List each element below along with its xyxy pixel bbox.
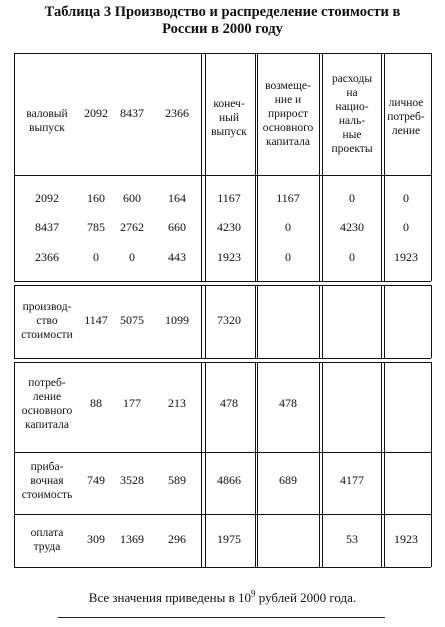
block1-cell: 0 — [403, 220, 409, 234]
production-label-line: стоимости — [21, 329, 73, 341]
header-row-label-line: валовый выпуск — [26, 108, 68, 134]
block1-cell: 443 — [168, 250, 186, 264]
block3-label-line: капитала — [25, 419, 69, 431]
block1-cell: 160 — [87, 191, 105, 205]
block1-cell: 0 — [403, 191, 409, 205]
block3-cell: 296 — [168, 532, 186, 546]
header-national-projects-line: нацио- — [335, 101, 369, 113]
rule-block2-top — [14, 285, 431, 286]
rule-block2-bottom — [14, 358, 431, 359]
block3-cell: 53 — [346, 532, 358, 546]
header-col-1: 2092 — [84, 106, 108, 120]
block3-cell: 177 — [123, 396, 141, 410]
rule-col — [384, 53, 385, 281]
rule-double-b — [205, 53, 206, 281]
title-line-2: России в 2000 году — [162, 21, 283, 37]
rule-row-b — [14, 514, 431, 515]
footnote-suffix: рублей 2000 года. — [255, 590, 357, 605]
header-final-output-line: выпуск — [211, 126, 247, 138]
header-national-projects-line: наль- — [338, 115, 366, 127]
header-personal-consumption-line: личное — [388, 97, 424, 109]
block1-cell: 2092 — [35, 191, 59, 205]
title-line-1: Таблица 3 Производство и распределение стоимости в — [44, 4, 401, 20]
header-final-output-line: конеч- — [213, 98, 245, 110]
rule-col — [319, 362, 320, 567]
block3-cell: 309 — [87, 532, 105, 546]
footnote — [0, 590, 445, 606]
header-personal-consumption-line: потреб- — [387, 111, 425, 123]
block1-cell: 0 — [349, 191, 355, 205]
production-label-line: ство — [36, 315, 58, 327]
rule-col — [384, 285, 385, 358]
block3-cell: 478 — [220, 396, 238, 410]
block1-cell: 600 — [123, 191, 141, 205]
block1-cell: 1167 — [217, 191, 241, 205]
rule-block1-bottom — [14, 281, 431, 282]
production-cell: 1147 — [84, 313, 108, 327]
block3-label-line: ление — [32, 391, 62, 403]
header-national-projects-line: на — [346, 87, 358, 99]
header-final-output — [205, 97, 253, 139]
block1-cell: 0 — [285, 250, 291, 264]
footnote-exponent: 9 — [251, 588, 256, 599]
rule-right — [431, 53, 432, 281]
block1-cell: 2366 — [35, 250, 59, 264]
block3-cell: 478 — [279, 396, 297, 410]
bottom-rule — [58, 617, 385, 618]
block3-cell: 749 — [87, 473, 105, 487]
block1-cell: 8437 — [35, 220, 59, 234]
block3-label-line: основного — [21, 405, 73, 417]
rule-col — [319, 285, 320, 358]
rule-col — [322, 285, 323, 358]
header-reimbursement-line: капитала — [266, 136, 310, 148]
header-reimbursement-line: прирост — [268, 108, 308, 120]
block1-cell: 2762 — [120, 220, 144, 234]
rule-left — [14, 53, 15, 281]
block3-cell: 3528 — [120, 473, 144, 487]
header-final-output-line: ный — [218, 112, 240, 124]
block3-label-line: потреб- — [28, 377, 66, 389]
block3-cell: 689 — [279, 473, 297, 487]
block3-label-line: оплата — [30, 527, 64, 539]
block3-cell: 213 — [168, 396, 186, 410]
rule-top — [14, 53, 431, 54]
rule-bottom — [14, 567, 431, 568]
rule-col — [381, 285, 382, 358]
block1-cell: 1167 — [276, 191, 300, 205]
block1-cell: 0 — [93, 250, 99, 264]
block1-cell: 1923 — [217, 250, 241, 264]
rule-header-bottom — [14, 175, 431, 176]
block3-cell: 1975 — [217, 532, 241, 546]
block1-cell: 4230 — [217, 220, 241, 234]
block3-cell: 88 — [90, 396, 102, 410]
header-national-projects — [322, 72, 382, 156]
production-cell: 1099 — [165, 313, 189, 327]
block1-cell: 660 — [168, 220, 186, 234]
block3-label-line: стоимость — [21, 489, 73, 501]
block3-label-line: труда — [33, 541, 61, 553]
rule-right — [431, 285, 432, 358]
block3-label-line: вочная — [30, 475, 64, 487]
block1-cell: 1923 — [394, 250, 418, 264]
rule-row-a — [14, 452, 431, 453]
header-national-projects-line: ные — [342, 129, 362, 141]
production-cell: 7320 — [217, 313, 241, 327]
header-reimbursement-line: возмеще- — [265, 80, 311, 92]
footnote-prefix: Все значения приведены в 10 — [88, 590, 251, 605]
block3-cell: 589 — [168, 473, 186, 487]
production-cell: 5075 — [120, 313, 144, 327]
header-reimbursement-line: ние и — [274, 94, 302, 106]
block3-label-line: приба- — [30, 461, 64, 473]
header-national-projects-line: расходы — [331, 73, 373, 85]
block3-cell: 1369 — [120, 532, 144, 546]
header-col-2: 8437 — [120, 106, 144, 120]
production-label-line: производ- — [22, 301, 72, 313]
rule-block3-top — [14, 362, 431, 363]
header-personal-consumption-line: ление — [391, 125, 421, 137]
block1-cell: 164 — [168, 191, 186, 205]
block1-cell: 785 — [87, 220, 105, 234]
block3-cell: 4866 — [217, 473, 241, 487]
block1-cell: 0 — [349, 250, 355, 264]
header-reimbursement — [256, 79, 320, 149]
block1-cell: 0 — [129, 250, 135, 264]
header-col-3: 2366 — [165, 106, 189, 120]
header-national-projects-line: проекты — [331, 143, 373, 155]
block1-cell: 0 — [285, 220, 291, 234]
header-reimbursement-line: основного — [262, 122, 314, 134]
block1-cell: 4230 — [340, 220, 364, 234]
block3-cell: 1923 — [394, 532, 418, 546]
rule-double-a — [201, 53, 202, 281]
block3-cell: 4177 — [340, 473, 364, 487]
header-personal-consumption — [382, 96, 430, 138]
